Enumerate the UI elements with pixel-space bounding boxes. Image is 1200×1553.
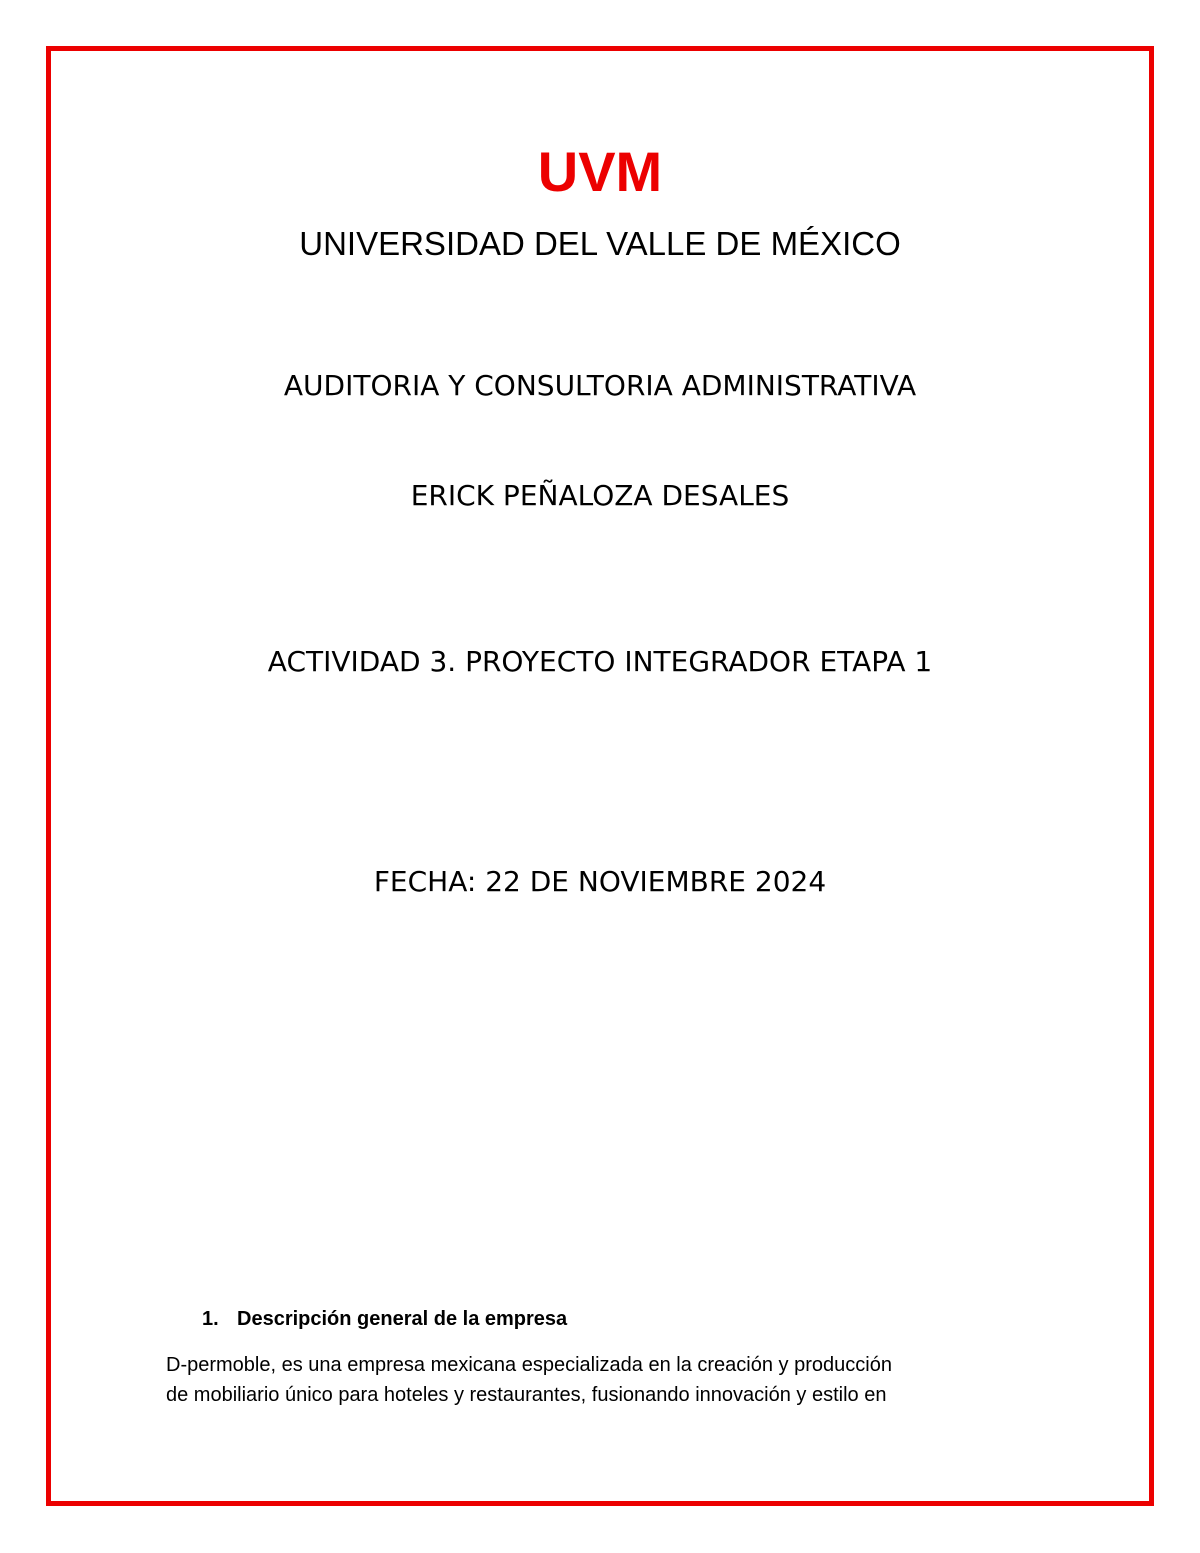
activity-title: ACTIVIDAD 3. PROYECTO INTEGRADOR ETAPA 1 [267, 645, 933, 678]
section-paragraph [166, 1350, 1046, 1410]
date-line: FECHA: 22 DE NOVIEMBRE 2024 [373, 865, 827, 898]
paragraph-line: D-permoble, es una empresa mexicana especializada en la creación y producción [166, 1354, 892, 1376]
section-heading [202, 1306, 567, 1332]
university-name: UNIVERSIDAD DEL VALLE DE MÉXICO [299, 225, 901, 262]
section-number: 1. [202, 1308, 219, 1330]
section-heading-text: Descripción general de la empresa [237, 1308, 568, 1330]
author-name: ERICK PEÑALOZA DESALES [410, 479, 790, 512]
uvm-logo-text: UVM [537, 140, 663, 203]
paragraph-line: de mobiliario único para hoteles y restaurantes, fusionando innovación y estilo en [166, 1384, 887, 1406]
page-border [46, 46, 1154, 1506]
subject-title: AUDITORIA Y CONSULTORIA ADMINISTRATIVA [283, 369, 917, 402]
